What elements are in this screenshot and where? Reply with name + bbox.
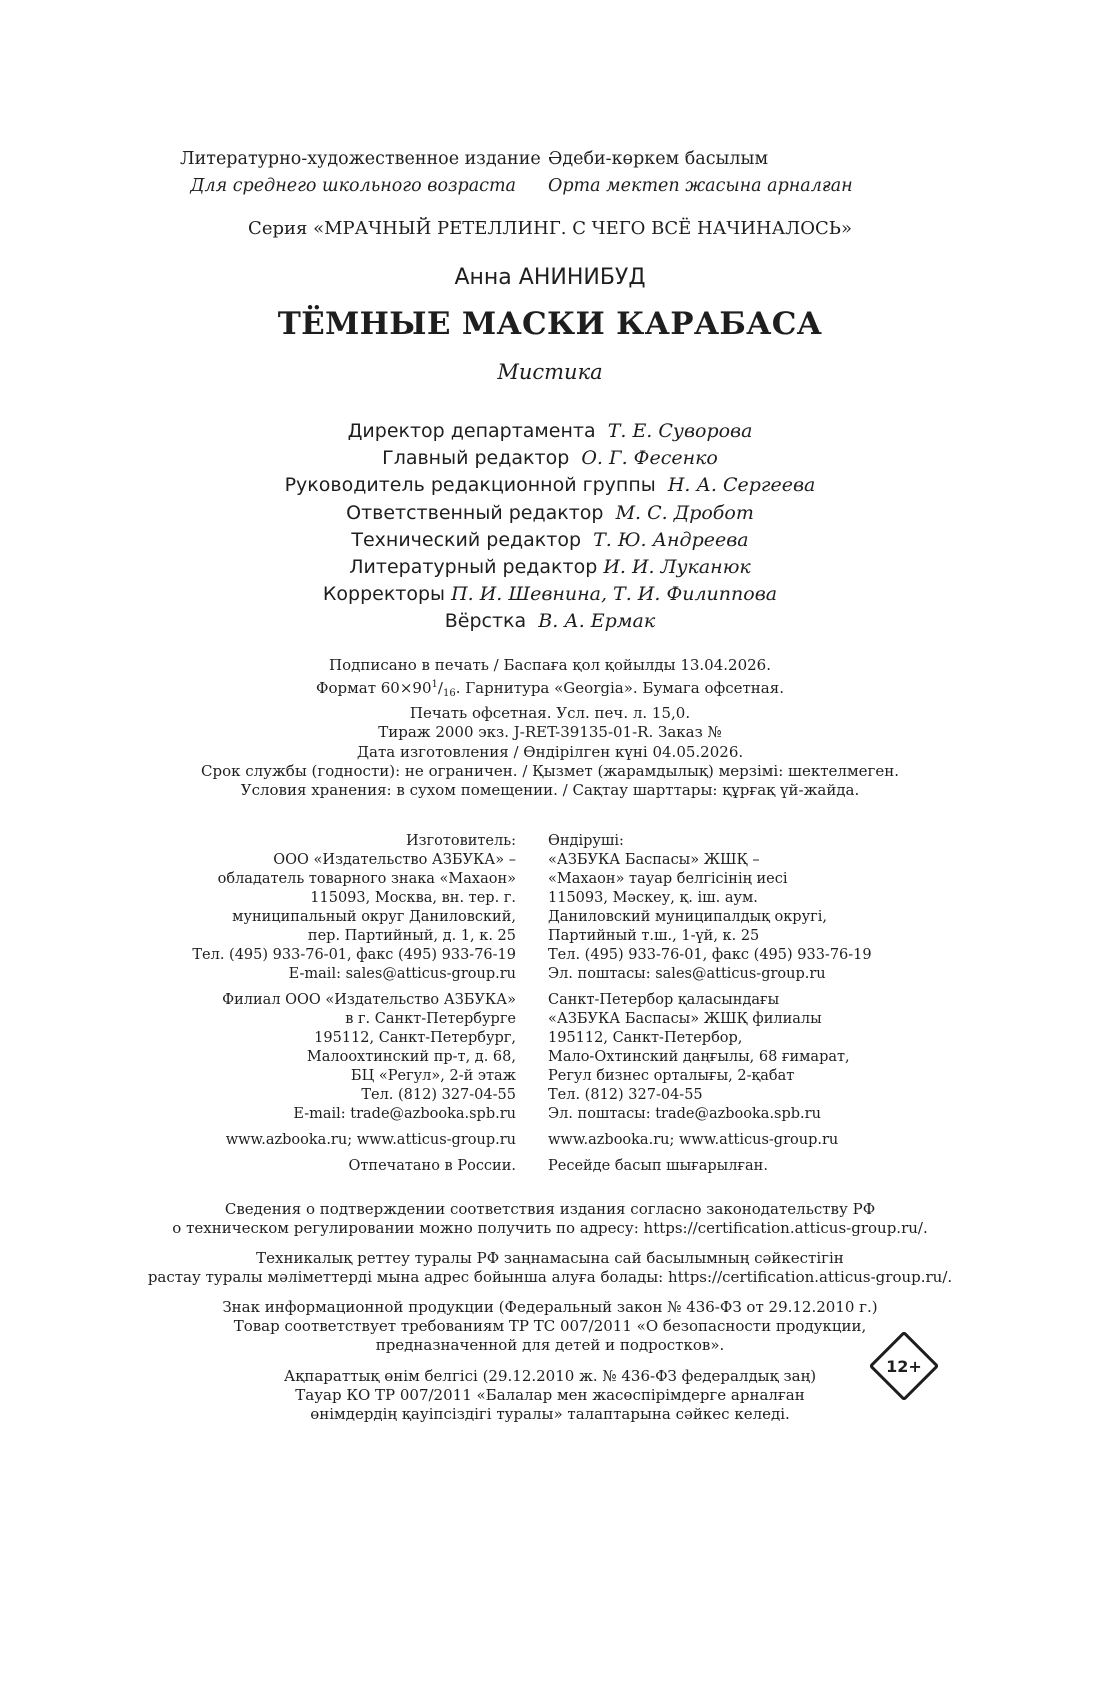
credit-name: П. И. Шевнина, Т. И. Филиппова <box>451 583 778 606</box>
storage-conditions: Условия хранения: в сухом помещении. / Сақтау шарттары: құрғақ үй-жайда. <box>240 781 860 800</box>
credit-role: Корректоры <box>322 583 446 606</box>
certification-kz: Техникалық реттеу туралы РФ заңнамасына сай басылымның сәйкестігін растау туралы мәліметтерді мына адрес бойынша алуға болады: https://certification.atticus-group.ru/. <box>147 1249 953 1286</box>
credit-name: Т. Е. Суворова <box>607 420 753 442</box>
manufacturer-block: Изготовитель: Өндіруші: ООО «Издательство АЗБУКА» – «АЗБУКА Баспасы» ЖШҚ – обладатель товарного знака «Махаон» «Махаон» тауар белгісінің иесі 115093, Москва, вн. тер. г. 115093, Мәскеу, қ. іш. аум. муниципальный округ Даниловский, Даниловский муниципалдық округі, пер. Партийный, д. 1, к. 25 Партийный т.ш., 1-үй, к. 25 Тел. (495) 933-76-01, факс (495) 933-76-19 Тел. (495) 933-76-01, факс (495) 933-76-19 E-mail: sales@atticus-group.ru Эл. поштасы: sales@atticus-group.ru Филиал ООО «Издательство АЗБУКА» Санкт-Петербор қаласындағы в г. Санкт-Петербурге «АЗБУКА Баспасы» ЖШҚ филиалы 195112, Санкт-Петербург, 195112, Санкт-Петербор, Малоохтинский пр-т, д. 68, Мало-Охтинский даңғылы, 68 ғимарат, БЦ «Регул», 2-й этаж Регул бизнес орталығы, 2-қабат Тел. (812) 327-04-55 Тел. (812) 327-04-55 E-mail: trade@azbooka.spb.ru Эл. поштасы: trade@azbooka.spb.ru www.azbooka.ru; www.atticus-group.ru www.azbooka.ru; www.atticus-group.ru Отпечатано в России. Ресейде басып шығарылған. <box>180 832 920 1176</box>
credit-line <box>0 527 1100 554</box>
credit-line <box>0 418 1100 445</box>
age-rating-badge <box>870 1332 938 1400</box>
print-info <box>0 656 1100 801</box>
manufacture-date: Дата изготовления / Өндірілген күні 04.05.2026. <box>356 742 744 761</box>
sales-email-ru: E-mail: sales@atticus-group.ru <box>288 966 516 982</box>
credit-name: Н. А. Сергеева <box>667 474 816 497</box>
credit-name: Т. Ю. Андреева <box>593 528 749 551</box>
website-ru: www.azbooka.ru; www.atticus-group.ru <box>225 1132 516 1148</box>
credit-name: И. И. Луканюк <box>603 556 751 579</box>
book-title: ТЁМНЫЕ МАСКИ КАРАБАСА <box>277 306 823 342</box>
certification-ru: Сведения о подтверждении соответствия издания согласно законодательству РФ о техническом регулировании можно получить по адресу: https://certification.atticus-group.ru/. <box>172 1200 928 1237</box>
printed-in-kz: Ресейде басып шығарылған. <box>548 1158 768 1174</box>
credit-line <box>0 608 1100 635</box>
credit-role: Технический редактор <box>351 528 582 551</box>
signed-date: Подписано в печать / Баспаға қол қойылды 13.04.2026. <box>329 656 771 674</box>
age-rating-label: 12+ <box>886 1356 922 1376</box>
genre-label: Мистика <box>497 360 603 384</box>
credit-role: Главный редактор <box>382 447 570 470</box>
credit-name: М. С. Дробот <box>615 501 754 524</box>
edition-type-kz: Әдеби-көркем басылым <box>548 149 769 169</box>
age-group-kz: Орта мектеп жасына арналған <box>548 176 853 196</box>
info-sign-ru: Знак информационной продукции (Федеральный закон № 436-ФЗ от 29.12.2010 г.) Товар соответствует требованиям ТР ТС 007/2011 «О безопасности продукции, предназначенной для детей и подростков». <box>222 1298 878 1354</box>
credit-line <box>0 472 1100 499</box>
website-kz: www.azbooka.ru; www.atticus-group.ru <box>548 1132 839 1148</box>
credit-role: Вёрстка <box>444 610 527 633</box>
edition-block <box>180 146 900 200</box>
edition-type-ru: Литературно-художественное издание <box>180 149 541 169</box>
credit-line <box>0 500 1100 527</box>
credit-role: Руководитель редакционной группы <box>284 474 656 497</box>
credit-name: В. А. Ермак <box>538 610 656 633</box>
info-sign-kz: Ақпараттық өнім белгісі (29.12.2010 ж. № 436-ФЗ федералдық заң) Тауар КО ТР 007/2011 «Балалар мен жасөспірімдерге арналған өнімдердің қауіпсіздігі туралы» талаптарына сәйкес келеді. <box>283 1367 817 1423</box>
credit-line <box>0 445 1100 472</box>
credit-name: О. Г. Фесенко <box>581 447 718 470</box>
credit-line <box>0 554 1100 581</box>
credit-role: Литературный редактор <box>349 556 598 579</box>
credit-role: Директор департамента <box>347 420 596 442</box>
credit-line <box>0 581 1100 608</box>
shelf-life: Срок службы (годности): не ограничен. / Қызмет (жарамдылық) мерзімі: шектелмеген. <box>201 762 899 781</box>
credit-role: Ответственный редактор <box>346 501 604 524</box>
trade-email-ru: E-mail: trade@azbooka.spb.ru <box>293 1106 516 1122</box>
credits-list <box>0 418 1100 636</box>
series-line: Серия «МРАЧНЫЙ РЕТЕЛЛИНГ. С ЧЕГО ВСЁ НАЧИНАЛОСЬ» <box>248 218 852 239</box>
author-name: Анна АНИНИБУД <box>454 265 646 290</box>
trade-email-kz: Эл. поштасы: trade@azbooka.spb.ru <box>548 1106 821 1122</box>
printing-line: Печать офсетная. Усл. печ. л. 15,0. <box>409 703 691 722</box>
format-line: Формат $60\times 90^1/_{16}$. Гарнитура «Georgia». Бумага офсетная. <box>316 679 784 700</box>
printed-in-ru: Отпечатано в России. <box>348 1158 516 1174</box>
print-run: Тираж 2000 экз. J-RET-39135-01-R. Заказ № <box>378 723 722 742</box>
age-group-ru: Для среднего школьного возраста <box>190 176 516 196</box>
sales-email-kz: Эл. поштасы: sales@atticus-group.ru <box>548 966 826 982</box>
